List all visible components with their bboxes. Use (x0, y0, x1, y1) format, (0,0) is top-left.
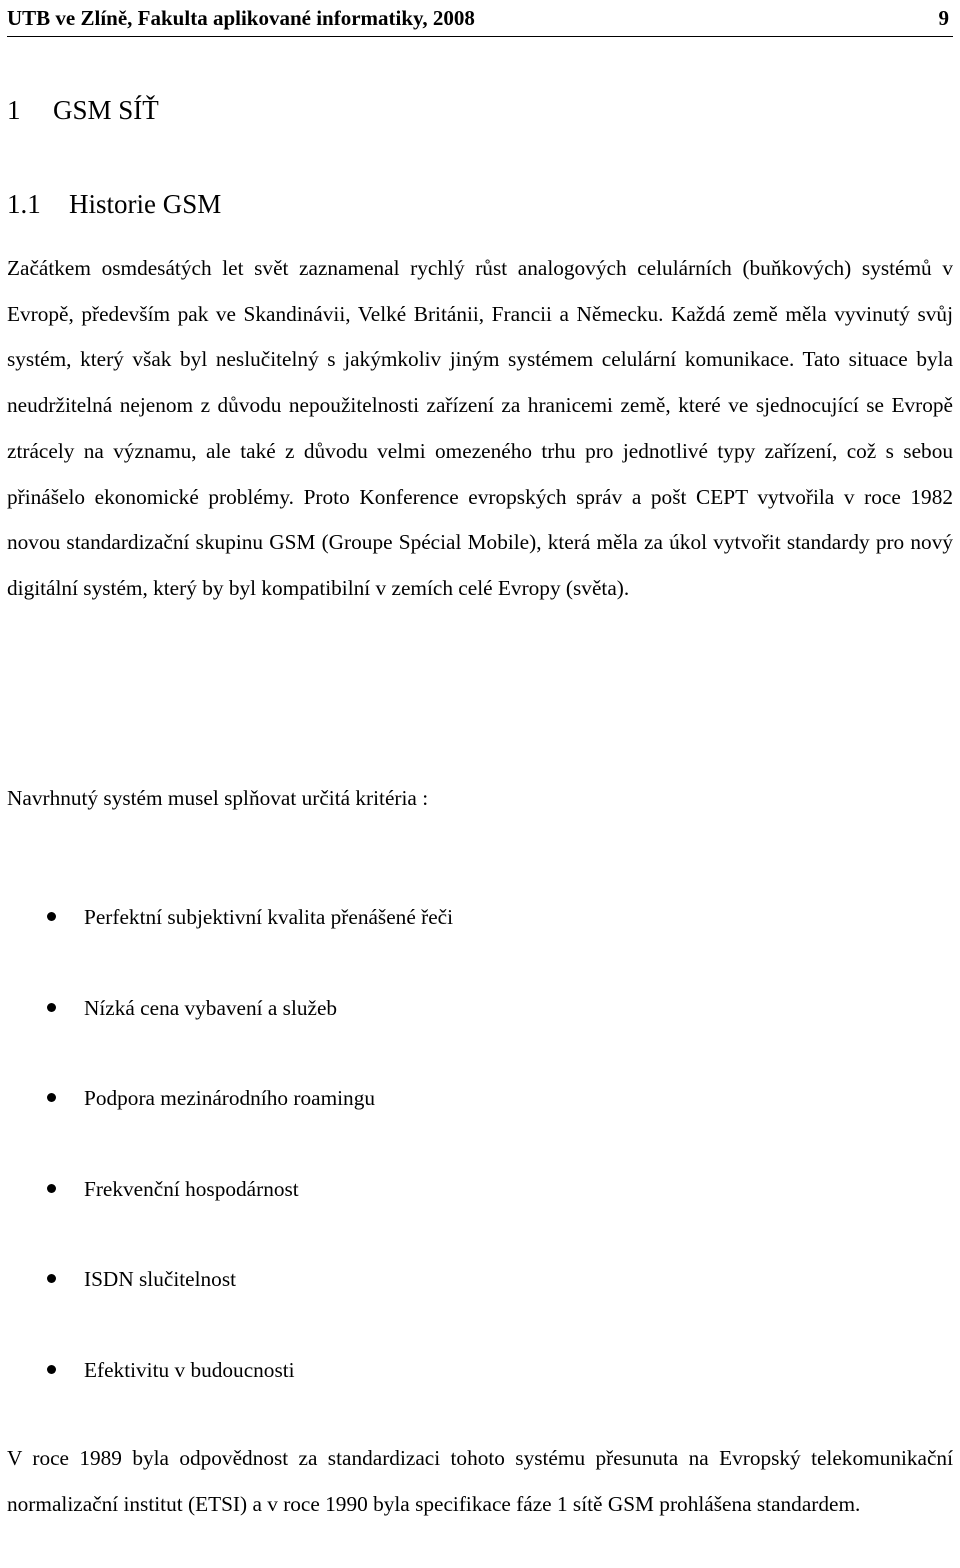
list-item-text: Podpora mezinárodního roamingu (84, 1086, 375, 1110)
list-item-text: Frekvenční hospodárnost (84, 1177, 299, 1201)
criteria-intro-paragraph: Navrhnutý systém musel splňovat určitá kritéria : (7, 786, 429, 810)
bullet-icon (47, 1274, 56, 1283)
section-heading (7, 184, 221, 224)
bullet-icon (47, 912, 56, 921)
section-title: Historie GSM (69, 189, 222, 219)
bullet-icon (47, 1003, 56, 1012)
section-number: 1.1 (7, 189, 41, 219)
intro-paragraph: Začátkem osmdesátých let svět zaznamenal rychlý růst analogových celulárních (buňkových) systémů v Evropě, především pak ve Skandinávii, Velké Británii, Francii a Německu. Každá země měla vyvinutý svůj systém, který však byl neslučitelný s jakýmkoliv jiným systémem celulární komunikace. Tato situace byla neudržitelná nejenom z důvodu nepoužitelnosti zařízení za hranicemi země, které ve sjednocující se Evropě ztrácely na významu, ale také z důvodu velmi omezeného trhu pro jednotlivé typy zařízení, což s sebou přinášelo ekonomické problémy. Proto Konference evropských správ a pošt CEPT vytvořila v roce 1982 novou standardizační skupinu GSM (Groupe Spécial Mobile), která měla za úkol vytvořit standardy pro nový digitální systém, který by byl kompatibilní v zemích celé Evropy (světa). (7, 256, 953, 600)
list-item-text: ISDN slučitelnost (84, 1267, 237, 1291)
bullet-icon (47, 1093, 56, 1102)
chapter-heading (7, 90, 159, 130)
list-item-text: Perfektní subjektivní kvalita přenášené řeči (84, 905, 454, 929)
page-number: 9 (938, 6, 949, 30)
closing-paragraph: V roce 1989 byla odpovědnost za standardizaci tohoto systému přesunuta na Evropský telekomunikační normalizační institut (ETSI) a v roce 1990 byla specifikace fáze 1 sítě GSM prohlášena standardem. (7, 1446, 953, 1516)
chapter-title: GSM SÍŤ (53, 95, 159, 125)
running-header (7, 0, 953, 37)
bullet-icon (47, 1365, 56, 1374)
header-title: UTB ve Zlíně, Fakulta aplikované informatiky, 2008 (7, 6, 475, 30)
list-item-text: Efektivitu v budoucnosti (84, 1358, 295, 1382)
list-item-text: Nízká cena vybavení a služeb (84, 996, 338, 1020)
bullet-icon (47, 1184, 56, 1193)
chapter-number: 1 (7, 95, 21, 125)
